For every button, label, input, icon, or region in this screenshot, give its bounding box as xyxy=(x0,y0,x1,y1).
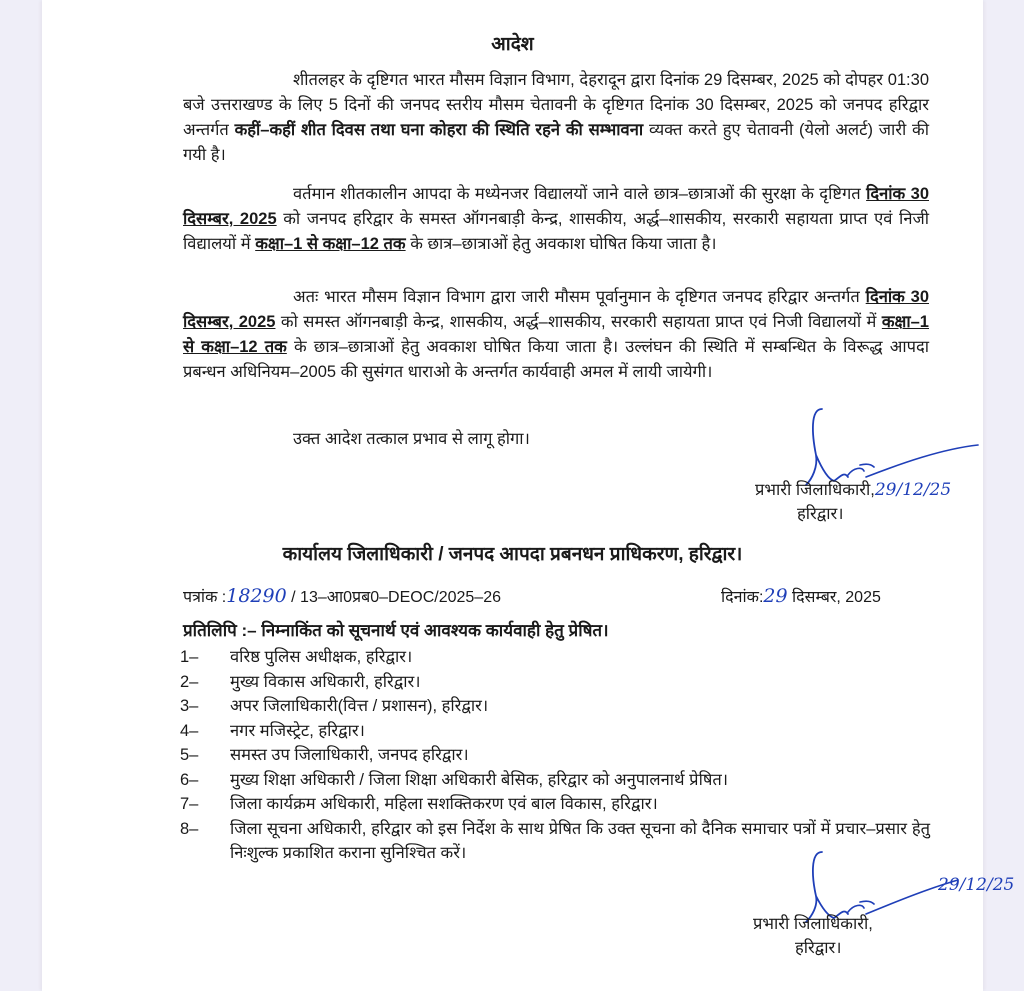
list-number: 3– xyxy=(180,697,199,715)
list-item xyxy=(180,645,930,670)
para3-date: दिनांक 30 दिसम्बर, 2025 xyxy=(183,288,929,331)
para4-text: उक्त आदेश तत्काल प्रभाव से लागू होगा। xyxy=(293,430,530,448)
list-item xyxy=(180,743,930,768)
list-text: नगर मजिस्ट्रेट, हरिद्वार। xyxy=(230,721,365,740)
list-text: जिला सूचना अधिकारी, हरिद्वार को इस निर्देश के साथ प्रेषित कि उक्त सूचना को दैनिक समाचार पत्रों में प्रचार–प्रसार हेतु निःशुल्क प्रकाशित कराना सुनिश्चित करें। xyxy=(230,819,930,862)
signatory-1-place: हरिद्वार। xyxy=(797,505,844,523)
signatory-2 xyxy=(753,912,873,960)
list-item xyxy=(180,768,930,793)
para2-class-range: कक्षा–1 से कक्षा–12 तक xyxy=(255,235,406,253)
document-page xyxy=(42,0,1015,991)
para3-class-range: कक्षा–1 से कक्षा–12 तक xyxy=(183,313,929,356)
para3-text: अतः भारत मौसम विज्ञान विभाग द्वारा जारी मौसम पूर्वानुमान के दृष्टिगत जनपद हरिद्वार अन्तर्गत xyxy=(293,288,866,306)
list-number: 2– xyxy=(180,672,199,691)
copy-heading: प्रतिलिपि :– निम्नाकिंत को सूचनार्थ एवं आवश्यक कार्यवाही हेतु प्रेषित। xyxy=(183,621,609,640)
signatory-1-designation: प्रभारी जिलाधिकारी, xyxy=(755,481,875,499)
date-day-handwritten: 29 xyxy=(763,585,788,607)
list-text: जिला कार्यक्रम अधिकारी, महिला सशक्तिकरण एवं बाल विकास, हरिद्वार। xyxy=(230,795,658,813)
list-text: मुख्य शिक्षा अधिकारी / जिला शिक्षा अधिकारी बेसिक, हरिद्वार को अनुपालनार्थ प्रेषित। xyxy=(230,770,729,789)
list-number: 7– xyxy=(180,795,199,813)
date-rest: दिसम्बर, 2025 xyxy=(787,589,881,606)
para3-text-end: के छात्र–छात्राओं हेतु अवकाश घोषित किया जाता है। उल्लंघन की स्थिति में सम्बन्धित के विरूद्ध आपदा प्रबन्धन अधिनियम–2005 की सुसंगत धाराओ के अन्तर्गत कार्यवाही अमल में लायी जायेगी। xyxy=(183,338,929,381)
list-number: 8– xyxy=(180,819,199,838)
list-number: 1– xyxy=(180,648,199,666)
signature-1-stroke xyxy=(848,445,978,477)
reference-number xyxy=(183,585,501,607)
para1-text: शीतलहर के दृष्टिगत भारत मौसम विज्ञान विभाग, देहरादून द्वारा दिनांक 29 दिसम्बर, 2025 को दोपहर 01:30 बजे उत्तराखण्ड के लिए 5 दिनों की जनपद स्तरीय मौसम चेतावनी के दृष्टिगत दिनांक 30 दिसम्बर, 2025 को जनपद हरिद्वार अन्तर्गत xyxy=(183,71,929,139)
list-item xyxy=(180,670,930,695)
order-paragraph-1 xyxy=(183,68,929,168)
para2-text-mid: को जनपद हरिद्वार के समस्त ऑगनबाड़ी केन्द्र, शासकीय, अर्द्ध–शासकीय, सरकारी सहायता प्राप्त एवं निजी विद्यालयों में xyxy=(183,210,929,253)
ref-suffix: / 13–आ0प्रब0–DEOC/2025–26 xyxy=(291,589,501,606)
list-number: 4– xyxy=(180,721,199,740)
para2-date: दिनांक 30 दिसम्बर, 2025 xyxy=(183,185,929,228)
list-text: समस्त उप जिलाधिकारी, जनपद हरिद्वार। xyxy=(230,746,469,764)
list-text: अपर जिलाधिकारी(वित्त / प्रशासन), हरिद्वार। xyxy=(230,697,489,715)
list-text: वरिष्ठ पुलिस अधीक्षक, हरिद्वार। xyxy=(230,648,413,666)
list-number: 5– xyxy=(180,746,199,764)
order-paragraph-3 xyxy=(183,285,929,385)
signatory-1-date: 29/12/25 xyxy=(874,480,952,500)
signature-1-flourish xyxy=(806,409,848,485)
para3-text-mid: को समस्त ऑगनबाड़ी केन्द्र, शासकीय, अर्द्ध–शासकीय, सरकारी सहायता प्राप्त एवं निजी विद्यालयों में xyxy=(275,313,882,331)
para2-text-end: के छात्र–छात्राओं हेतु अवकाश घोषित किया जाता है। xyxy=(405,235,717,253)
list-number: 6– xyxy=(180,770,199,789)
signatory-2-date: 29/12/25 xyxy=(938,875,1015,895)
ref-number-handwritten: 18290 xyxy=(226,585,287,607)
para1-text-end: व्यक्त करते हुए चेतावनी (येलो अलर्ट) जारी की गयी है। xyxy=(183,121,929,164)
list-item xyxy=(180,792,930,817)
date-label: दिनांक: xyxy=(721,589,764,606)
office-heading: कार्यालय जिलाधिकारी / जनपद आपदा प्रबनधन प्राधिकरण, हरिद्वार। xyxy=(282,544,743,565)
signatory-1 xyxy=(755,478,951,526)
signatory-2-designation: प्रभारी जिलाधिकारी, xyxy=(753,915,873,933)
list-item xyxy=(180,694,930,719)
para1-bold-text: कहीं–कहीं शीत दिवस तथा घना कोहरा की स्थिति रहने की सम्भावना xyxy=(234,121,644,139)
ref-label: पत्रांक : xyxy=(183,589,227,606)
signatory-2-place: हरिद्वार। xyxy=(795,939,842,957)
list-text: मुख्य विकास अधिकारी, हरिद्वार। xyxy=(230,672,421,691)
forwarding-date xyxy=(721,585,881,607)
recipient-list xyxy=(180,645,930,866)
para2-text: वर्तमान शीतकालीन आपदा के मध्येनजर विद्यालयों जाने वाले छात्र–छात्राओं की सुरक्षा के दृष्टिगत xyxy=(293,185,867,203)
order-paragraph-2 xyxy=(183,182,929,257)
order-title: आदेश xyxy=(491,34,534,55)
list-item xyxy=(180,719,930,744)
